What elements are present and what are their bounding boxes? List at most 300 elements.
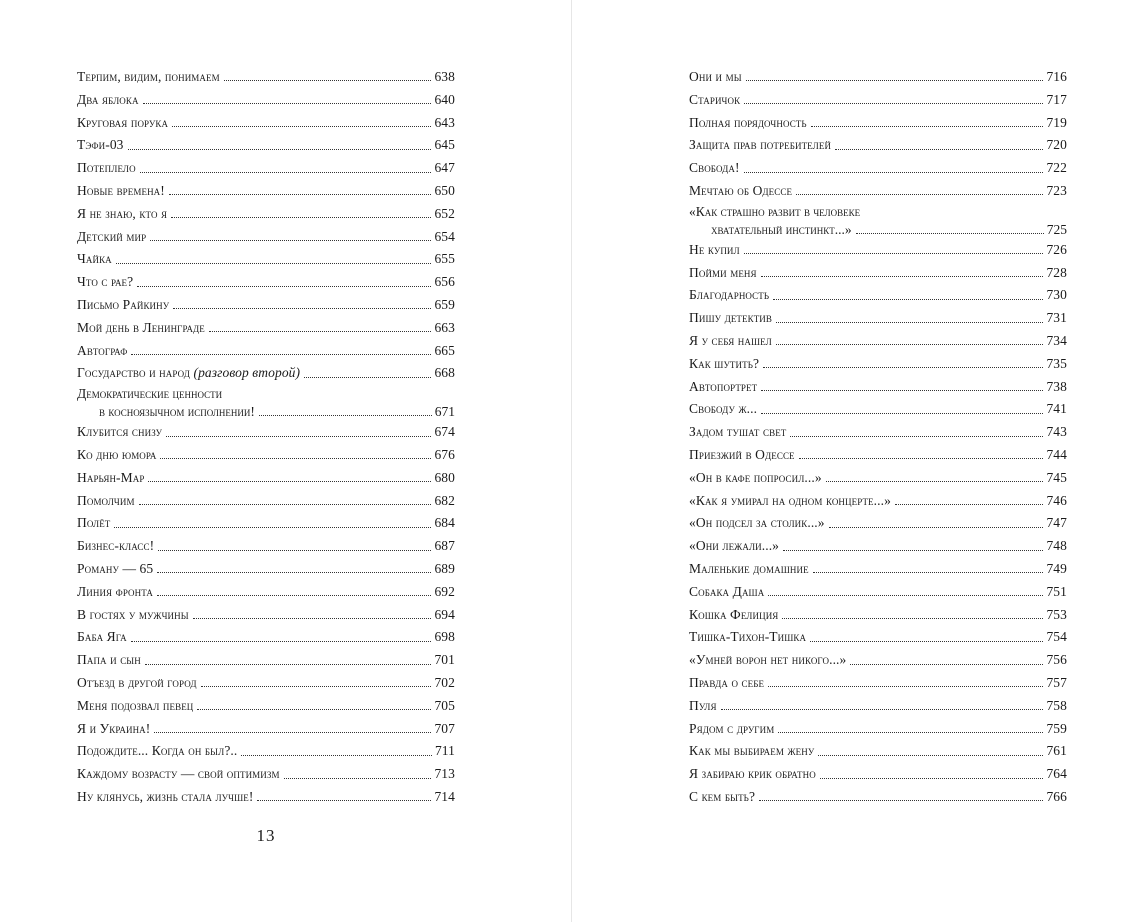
toc-entry-title	[77, 203, 171, 226]
toc-entry	[77, 558, 455, 581]
toc-entry	[77, 535, 455, 558]
toc-entry-title: в косноязычном исполнении!	[99, 404, 255, 420]
toc-entry-page: 652	[434, 205, 455, 221]
toc-entry	[77, 421, 455, 444]
toc-entry-title	[77, 604, 193, 627]
toc-entry-title-text: Я у себя нашел	[689, 332, 772, 348]
dot-leader	[776, 322, 1043, 323]
toc-entry	[689, 330, 1067, 353]
dot-leader	[259, 415, 432, 416]
toc-entry-title	[689, 626, 810, 649]
toc-entry-title	[77, 763, 284, 786]
dot-leader	[193, 618, 432, 619]
toc-entry	[689, 284, 1067, 307]
toc-entry-title-text: Два яблока	[77, 91, 139, 107]
dot-leader	[810, 641, 1043, 642]
toc-entry-page: 747	[1046, 515, 1067, 531]
toc-entry-title-text: Пишу детектив	[689, 310, 773, 326]
toc-entry	[689, 604, 1067, 627]
toc-entry-title	[77, 535, 158, 558]
toc-entry-title-text: Мечтаю об Одессе	[689, 182, 793, 198]
dot-leader	[166, 436, 431, 437]
dot-leader	[169, 194, 432, 195]
toc-entry-title-text: Автограф	[77, 342, 128, 358]
toc-entry-page: 665	[434, 342, 455, 358]
toc-entry-title	[689, 180, 796, 203]
toc-entry	[77, 89, 455, 112]
toc-entry	[689, 376, 1067, 399]
toc-entry-title: «Как страшно развит в человеке	[689, 203, 861, 219]
dot-leader	[782, 618, 1043, 619]
toc-list-left	[77, 66, 455, 809]
toc-entry-title-text: Линия фронта	[77, 583, 154, 599]
toc-entry-subtitle: (разговор второй)	[193, 365, 301, 381]
toc-entry-title-text: Рядом с другим	[689, 720, 775, 736]
toc-entry-page: 745	[1046, 469, 1067, 485]
toc-entry	[689, 239, 1067, 262]
toc-entry-title	[77, 786, 257, 809]
toc-entry	[689, 581, 1067, 604]
toc-entry-title-text: Тишка-Тихон-Тишка	[689, 629, 807, 645]
toc-entry-title	[689, 89, 744, 112]
dot-leader	[137, 286, 431, 287]
toc-entry-title-text: «Как я умирал на одном концерте...»	[689, 492, 891, 508]
toc-entry	[77, 157, 455, 180]
toc-entry-title-text: Что с рае?	[77, 274, 134, 290]
toc-entry-title-text: «Умней ворон нет никого...»	[689, 652, 847, 668]
toc-entry-page: 723	[1046, 182, 1067, 198]
toc-entry-title-text: Не купил	[689, 241, 740, 257]
toc-entry-page: 687	[434, 538, 455, 554]
toc-entry	[77, 581, 455, 604]
toc-entry-page: 694	[434, 606, 455, 622]
toc-entry-title-text: Ну клянусь, жизнь стала лучше!	[77, 788, 254, 804]
dot-leader	[284, 778, 432, 779]
dot-leader	[826, 481, 1044, 482]
toc-entry-title	[77, 134, 128, 157]
toc-entry	[689, 66, 1067, 89]
dot-leader	[173, 308, 431, 309]
toc-entry-title	[689, 284, 773, 307]
toc-entry-title	[689, 649, 850, 672]
toc-entry	[77, 626, 455, 649]
toc-entry	[77, 66, 455, 89]
toc-entry-title-text: Автопортрет	[689, 378, 758, 394]
toc-entry-title-text: Ко дню юмора	[77, 446, 157, 462]
toc-entry	[77, 672, 455, 695]
toc-entry-title	[77, 294, 173, 317]
toc-entry-title	[77, 581, 157, 604]
toc-entry-page: 757	[1046, 674, 1067, 690]
dot-leader	[744, 253, 1044, 254]
toc-entry-page: 711	[434, 743, 455, 759]
toc-entry-title-text: Круговая порука	[77, 114, 169, 130]
toc-entry-title	[77, 740, 241, 763]
page-number: 13	[256, 826, 276, 845]
toc-entry-page: 684	[434, 515, 455, 531]
toc-entry-title	[689, 66, 746, 89]
toc-entry	[77, 763, 455, 786]
dot-leader	[145, 664, 432, 665]
toc-list-right	[689, 66, 1067, 809]
toc-entry-title-text: Свободу ж...	[689, 401, 758, 417]
toc-entry-title-text: С кем быть?	[689, 788, 756, 804]
toc-entry-title-text: Помолчим	[77, 492, 135, 508]
toc-entry-title-text: Пуля	[689, 697, 717, 713]
toc-entry	[689, 786, 1067, 809]
toc-entry	[77, 203, 455, 226]
toc-entry	[689, 467, 1067, 490]
dot-leader	[157, 595, 431, 596]
toc-entry-title-text: Кошка Фелиция	[689, 606, 779, 622]
toc-entry	[689, 398, 1067, 421]
toc-entry	[689, 535, 1067, 558]
toc-entry	[689, 672, 1067, 695]
toc-entry-title-text: «Они лежали...»	[689, 538, 780, 554]
toc-entry	[689, 740, 1067, 763]
toc-entry-title	[689, 672, 768, 695]
toc-entry-title	[77, 248, 116, 271]
dot-leader	[776, 344, 1044, 345]
dot-leader	[744, 172, 1044, 173]
toc-entry-title	[77, 672, 201, 695]
toc-entry	[77, 649, 455, 672]
toc-entry-page: 654	[434, 228, 455, 244]
dot-leader	[128, 149, 432, 150]
toc-entry	[689, 718, 1067, 741]
toc-entry-title	[689, 398, 761, 421]
toc-entry	[77, 718, 455, 741]
toc-entry	[77, 271, 455, 294]
toc-entry-title-text: Полёт	[77, 515, 111, 531]
dot-leader	[172, 126, 431, 127]
toc-entry-title	[77, 226, 150, 249]
toc-entry-title-text: Свобода!	[689, 160, 740, 176]
toc-entry-title-text: Терпим, видим, понимаем	[77, 69, 220, 84]
toc-entry-title-text: Собака Даша	[689, 583, 765, 599]
toc-entry-title	[77, 271, 137, 294]
toc-entry-page: 707	[434, 720, 455, 736]
dot-leader	[783, 550, 1043, 551]
toc-entry-page: 749	[1046, 560, 1067, 576]
toc-entry-page: 754	[1046, 629, 1067, 645]
toc-entry-page: 640	[434, 91, 455, 107]
toc-entry-title	[77, 490, 139, 513]
toc-entry-title	[689, 112, 811, 135]
toc-entry-title	[689, 490, 895, 513]
toc-entry-title-text: Клубится снизу	[77, 424, 163, 440]
toc-entry-page: 647	[434, 160, 455, 176]
toc-entry	[689, 421, 1067, 444]
toc-entry-title-text: Пойми меня	[689, 264, 757, 280]
toc-entry-page: 758	[1046, 697, 1067, 713]
toc-entry-page: 722	[1046, 160, 1067, 176]
toc-entry-page: 692	[434, 583, 455, 599]
toc-entry-page: 753	[1046, 606, 1067, 622]
toc-entry	[77, 294, 455, 317]
toc-entry-page: 713	[434, 766, 455, 782]
toc-entry	[689, 203, 1067, 239]
dot-leader	[139, 504, 432, 505]
toc-entry-title	[77, 718, 154, 741]
toc-entry-title-continued	[689, 221, 1067, 239]
toc-entry-title	[689, 353, 763, 376]
toc-entry-title	[689, 467, 826, 490]
toc-entry-title	[689, 512, 829, 535]
toc-entry-page: 680	[434, 469, 455, 485]
dot-leader	[148, 481, 431, 482]
toc-entry-title-text: Потеплело	[77, 160, 136, 176]
dot-leader	[171, 217, 431, 218]
toc-entry-page: 756	[1046, 652, 1067, 668]
toc-entry	[689, 763, 1067, 786]
toc-entry-title-text: Подождите... Когда он был?..	[77, 743, 238, 759]
toc-entry-title-text: Полная порядочность	[689, 114, 807, 130]
toc-entry-page: 741	[1046, 401, 1067, 417]
toc-entry	[77, 112, 455, 135]
toc-entry-title	[689, 535, 783, 558]
toc-entry-title	[689, 134, 835, 157]
toc-entry-title	[689, 740, 818, 763]
toc-entry-page: 761	[1046, 743, 1067, 759]
toc-entry-title-text: Папа и сын	[77, 652, 141, 668]
toc-entry-title	[689, 157, 744, 180]
toc-entry-page: 655	[434, 251, 455, 267]
toc-entry-title-text: Я забираю крик обратно	[689, 766, 816, 782]
toc-entry	[689, 626, 1067, 649]
toc-entry-title-text: В гостях у мужчины	[77, 606, 189, 622]
dot-leader	[209, 331, 432, 332]
toc-entry-title-text: Меня подозвал певец	[77, 697, 194, 713]
toc-entry	[689, 558, 1067, 581]
toc-entry-title-text: Маленькие домашние	[689, 560, 809, 576]
toc-entry	[689, 353, 1067, 376]
toc-entry-title-text: Я не знаю, кто я	[77, 205, 168, 221]
toc-entry-title-text: Каждому возрасту — свой оптимизм	[77, 766, 280, 782]
dot-leader	[811, 126, 1044, 127]
toc-entry-title-text: Детский мир	[77, 228, 147, 244]
toc-entry	[689, 112, 1067, 135]
toc-entry-page: 746	[1046, 492, 1067, 508]
dot-leader	[157, 572, 431, 573]
toc-entry	[689, 157, 1067, 180]
left-page	[0, 0, 571, 922]
toc-entry-page: 671	[434, 404, 455, 420]
toc-entry-title	[77, 340, 131, 363]
dot-leader	[813, 572, 1044, 573]
toc-entry-page: 735	[1046, 355, 1067, 371]
dot-leader	[257, 800, 431, 801]
toc-entry	[77, 248, 455, 271]
toc-entry	[77, 226, 455, 249]
toc-entry-title-text: Письмо Райкину	[77, 296, 170, 312]
toc-entry-title-text: Приезжий в Одессе	[689, 446, 795, 462]
toc-entry-page: 717	[1046, 91, 1067, 107]
dot-leader	[773, 299, 1043, 300]
toc-entry-title	[689, 421, 790, 444]
toc-entry-page: 730	[1046, 287, 1067, 303]
toc-entry-page: 656	[434, 274, 455, 290]
toc-entry	[77, 512, 455, 535]
toc-entry-page: 734	[1046, 332, 1067, 348]
toc-entry-title: Демократические ценности	[77, 386, 223, 402]
dot-leader	[114, 527, 431, 528]
toc-entry-page: 751	[1046, 583, 1067, 599]
toc-entry-title	[689, 262, 761, 285]
toc-entry	[689, 490, 1067, 513]
toc-entry-title-text: Старичок	[689, 91, 741, 107]
dot-leader	[761, 276, 1044, 277]
dot-leader	[761, 413, 1043, 414]
dot-leader	[796, 194, 1043, 195]
toc-entry	[689, 307, 1067, 330]
toc-entry-page: 663	[434, 319, 455, 335]
toc-entry-page: 698	[434, 629, 455, 645]
toc-entry-page: 759	[1046, 720, 1067, 736]
dot-leader	[778, 732, 1043, 733]
toc-entry	[689, 512, 1067, 535]
dot-leader	[768, 686, 1043, 687]
dot-leader	[835, 149, 1043, 150]
dot-leader	[746, 80, 1044, 81]
toc-entry-title	[77, 626, 131, 649]
toc-entry-page: 766	[1046, 788, 1067, 804]
toc-entry-title-text: Государство и народ	[77, 365, 190, 381]
toc-entry-title	[77, 89, 143, 112]
toc-entry-page: 731	[1046, 310, 1067, 326]
toc-entry	[689, 444, 1067, 467]
toc-entry-page: 645	[434, 137, 455, 153]
dot-leader	[140, 172, 432, 173]
toc-entry-title	[689, 330, 776, 353]
toc-entry-title	[77, 467, 148, 490]
toc-entry-title	[77, 444, 160, 467]
toc-entry-page: 743	[1046, 424, 1067, 440]
toc-entry-title	[689, 604, 782, 627]
toc-entry-page: 650	[434, 182, 455, 198]
toc-entry-title	[689, 307, 776, 330]
toc-entry-page: 674	[434, 424, 455, 440]
toc-entry	[77, 695, 455, 718]
toc-entry-page: 702	[434, 674, 455, 690]
toc-entry	[689, 695, 1067, 718]
toc-entry	[689, 180, 1067, 203]
toc-entry	[77, 467, 455, 490]
toc-entry-page: 682	[434, 492, 455, 508]
dot-leader	[224, 80, 432, 81]
toc-entry-page: 716	[1046, 69, 1067, 84]
dot-leader	[744, 103, 1043, 104]
dot-leader	[116, 263, 432, 264]
toc-entry-title	[77, 180, 169, 203]
toc-entry	[77, 786, 455, 809]
toc-entry-title-text: Баба Яга	[77, 629, 127, 645]
dot-leader	[154, 732, 431, 733]
dot-leader	[158, 550, 431, 551]
toc-entry-page: 668	[434, 365, 455, 381]
toc-entry-title-text: Защита прав потребителей	[689, 137, 832, 153]
toc-entry-page: 705	[434, 697, 455, 713]
dot-leader	[829, 527, 1044, 528]
toc-entry-title-text: Благодарность	[689, 287, 770, 303]
toc-entry-title	[689, 581, 768, 604]
toc-entry	[77, 604, 455, 627]
toc-entry-title	[689, 695, 721, 718]
toc-entry-title	[77, 66, 224, 89]
dot-leader	[768, 595, 1043, 596]
toc-entry-title	[77, 112, 172, 135]
toc-entry-page: 643	[434, 114, 455, 130]
toc-entry	[77, 180, 455, 203]
toc-entry-title-text: Чайка	[77, 251, 112, 267]
dot-leader	[197, 709, 431, 710]
toc-entry-title-text: Как шутить?	[689, 355, 760, 371]
toc-entry-title	[689, 558, 813, 581]
toc-entry-title	[77, 558, 157, 581]
dot-leader	[131, 641, 432, 642]
dot-leader	[763, 367, 1043, 368]
dot-leader	[131, 354, 431, 355]
toc-entry-page: 748	[1046, 538, 1067, 554]
toc-entry-title-text: Бизнес-класс!	[77, 538, 155, 554]
dot-leader	[895, 504, 1044, 505]
toc-entry-title-text: Новые времена!	[77, 182, 165, 198]
toc-entry-title-text: Мой день в Ленинграде	[77, 319, 205, 335]
toc-entry	[77, 362, 455, 385]
dot-leader	[721, 709, 1044, 710]
toc-entry-title-text: Правда о себе	[689, 674, 765, 690]
toc-entry-title-continued	[77, 403, 455, 421]
toc-entry	[77, 740, 455, 763]
toc-entry-title	[689, 763, 820, 786]
dot-leader	[143, 103, 432, 104]
toc-entry-page: 719	[1046, 114, 1067, 130]
toc-entry-page: 726	[1046, 241, 1067, 257]
toc-entry	[77, 340, 455, 363]
toc-entry-title-text: Я и Украина!	[77, 720, 151, 736]
toc-entry-title	[689, 444, 799, 467]
dot-leader	[160, 458, 431, 459]
toc-entry-title-text: «Он в кафе попросил...»	[689, 469, 822, 485]
dot-leader	[761, 390, 1043, 391]
toc-entry-title: хватательный инстинкт...»	[711, 221, 852, 237]
toc-entry-title	[77, 157, 140, 180]
toc-entry-title-text: Как мы выбираем жену	[689, 743, 815, 759]
toc-entry	[77, 134, 455, 157]
toc-entry-title-text: «Он подсел за столик...»	[689, 515, 825, 531]
toc-entry-title	[77, 362, 304, 385]
dot-leader	[799, 458, 1044, 459]
dot-leader	[820, 778, 1044, 779]
right-page	[572, 0, 1144, 922]
toc-entry-page: 744	[1046, 446, 1067, 462]
toc-entry-title-text: Тэфи-03	[77, 137, 124, 153]
dot-leader	[150, 240, 431, 241]
toc-entry	[77, 490, 455, 513]
dot-leader	[759, 800, 1043, 801]
dot-leader	[201, 686, 432, 687]
toc-entry-page: 638	[434, 69, 455, 84]
dot-leader	[818, 755, 1043, 756]
toc-entry-page: 714	[434, 788, 455, 804]
toc-entry-page: 720	[1046, 137, 1067, 153]
toc-entry-page: 659	[434, 296, 455, 312]
toc-entry	[77, 444, 455, 467]
toc-entry-title-text: Отъезд в другой город	[77, 674, 197, 690]
toc-entry	[689, 89, 1067, 112]
toc-entry	[689, 262, 1067, 285]
toc-entry-page: 725	[1046, 221, 1067, 237]
